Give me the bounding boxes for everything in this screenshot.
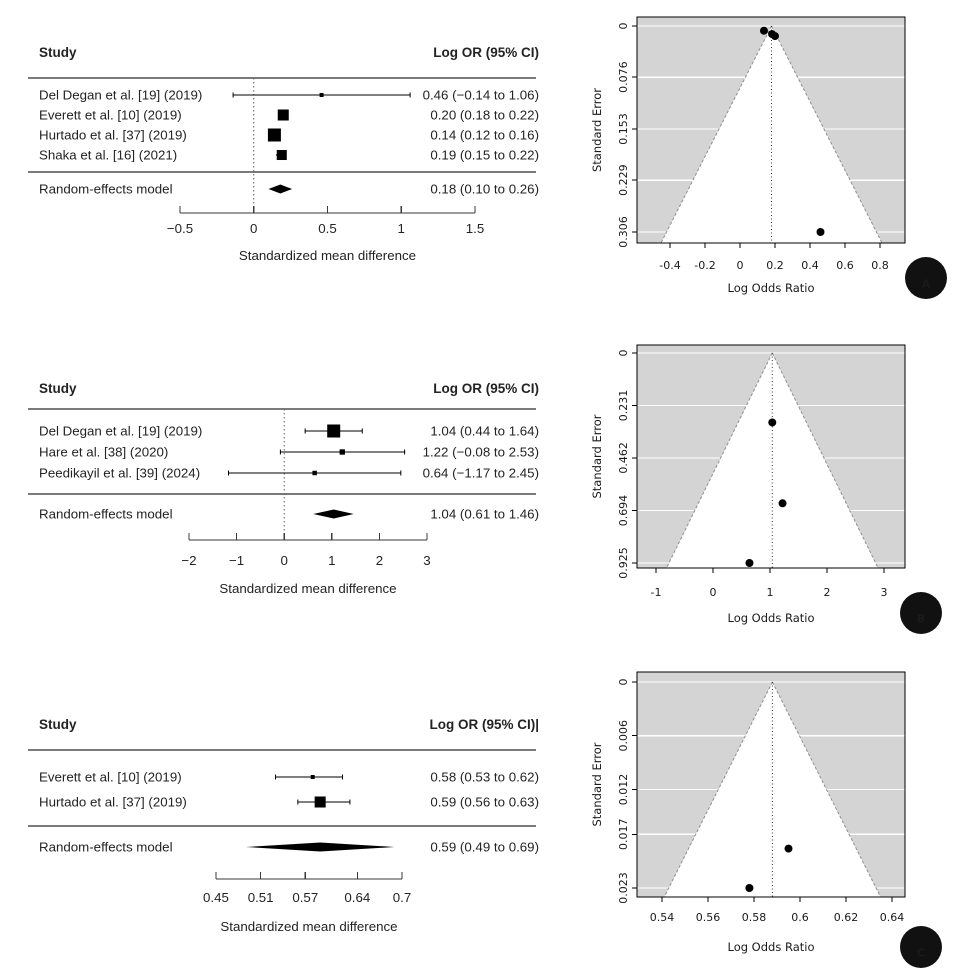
y-tick-label: 0.231 (617, 389, 630, 422)
funnel-plot-panel-a (580, 10, 957, 310)
y-tick-label: 0.229 (617, 164, 630, 196)
forest-plot-panel-b (15, 355, 555, 605)
effect-marker (315, 796, 326, 807)
effect-value: 1.04 (0.44 to 1.64) (430, 423, 539, 439)
y-tick-label: 0.306 (617, 216, 630, 248)
column-header-effect: Log OR (95% CI)| (429, 717, 539, 732)
x-tick-label: 0.6 (791, 911, 809, 924)
study-point (817, 228, 825, 236)
y-tick-label: 0 (617, 349, 630, 357)
effect-value: 0.64 (−1.17 to 2.45) (422, 465, 539, 481)
summary-label: Random-effects model (39, 181, 173, 197)
column-header-study: Study (39, 717, 77, 732)
column-header-effect: Log OR (95% CI) (433, 45, 539, 60)
summary-diamond (269, 185, 293, 194)
funnel-plot-panel-b (580, 335, 957, 637)
x-tick-label: 1 (328, 553, 336, 568)
x-tick-label: 0.8 (871, 259, 889, 272)
summary-effect-value: 1.04 (0.61 to 1.46) (430, 506, 539, 522)
panel-badge-letter: C (916, 946, 926, 960)
x-tick-label: -0.4 (659, 259, 681, 272)
study-label: Hurtado et al. [37] (2019) (39, 127, 187, 143)
x-tick-label: 0 (250, 221, 258, 236)
y-axis-title: Standard Error (590, 742, 604, 827)
forest-plot-panel-a (15, 25, 555, 280)
panel-badge-letter: B (916, 612, 926, 626)
effect-marker (268, 129, 281, 142)
effect-value: 0.19 (0.15 to 0.22) (430, 147, 539, 163)
effect-marker (320, 93, 324, 97)
study-label: Del Degan et al. [19] (2019) (39, 87, 203, 103)
effect-value: 0.46 (−0.14 to 1.06) (422, 87, 539, 103)
summary-diamond (313, 510, 353, 519)
x-tick-label: 0.51 (247, 890, 274, 905)
x-tick-label: 0.7 (392, 890, 412, 905)
x-tick-label: -0.2 (694, 259, 716, 272)
x-axis-title: Standardized mean difference (238, 248, 417, 263)
summary-effect-value: 0.59 (0.49 to 0.69) (430, 839, 539, 855)
y-tick-label: 0.694 (617, 494, 630, 527)
x-tick-label: 0.56 (695, 911, 721, 924)
x-tick-label: 1.5 (465, 221, 485, 236)
y-tick-label: 0 (617, 678, 630, 686)
study-point (785, 845, 793, 853)
effect-value: 0.59 (0.56 to 0.63) (430, 794, 539, 810)
x-axis-title: Log Odds Ratio (727, 611, 815, 625)
effect-value: 0.58 (0.53 to 0.62) (430, 769, 539, 785)
summary-diamond (246, 843, 395, 852)
x-tick-label: −1 (229, 553, 245, 568)
y-tick-label: 0.153 (617, 113, 630, 145)
x-tick-label: 0 (736, 259, 744, 272)
study-point (768, 418, 776, 426)
study-point (779, 499, 787, 507)
x-tick-label: 0.45 (203, 890, 229, 905)
y-tick-label: 0.462 (617, 442, 630, 474)
x-tick-label: 0.6 (836, 259, 854, 272)
x-tick-label: 0.62 (833, 911, 859, 924)
x-tick-label: 0.57 (292, 890, 319, 905)
x-tick-label: 0.64 (344, 890, 371, 905)
x-tick-label: -1 (650, 586, 662, 599)
column-header-study: Study (39, 45, 77, 60)
funnel-plot-panel-c (580, 660, 957, 970)
y-axis-title: Standard Error (590, 87, 604, 173)
y-tick-label: 0.006 (617, 719, 630, 752)
forest-plot-panel-c (15, 690, 555, 950)
study-point (745, 884, 753, 892)
summary-label: Random-effects model (39, 839, 173, 855)
effect-marker (311, 775, 315, 779)
y-tick-label: 0.023 (617, 872, 630, 904)
x-tick-label: 0.58 (741, 911, 767, 924)
x-tick-label: 1 (766, 586, 774, 599)
study-label: Del Degan et al. [19] (2019) (39, 423, 203, 439)
y-tick-label: 0.017 (617, 818, 630, 851)
x-tick-label: 2 (823, 586, 831, 599)
x-tick-label: 0.64 (879, 911, 905, 924)
column-header-effect: Log OR (95% CI) (433, 381, 539, 396)
effect-marker (327, 425, 340, 438)
x-axis-title: Log Odds Ratio (727, 940, 815, 954)
x-tick-label: 0.5 (318, 221, 337, 236)
y-tick-label: 0.925 (617, 547, 630, 579)
column-header-study: Study (39, 381, 77, 396)
x-axis-title: Standardized mean difference (219, 581, 397, 596)
x-tick-label: 1 (397, 221, 405, 236)
study-label: Everett et al. [10] (2019) (39, 107, 182, 123)
study-point (760, 27, 768, 35)
x-tick-label: 0 (709, 586, 717, 599)
panel-badge-letter: A (921, 277, 931, 291)
x-axis-title: Standardized mean difference (220, 919, 398, 934)
y-axis-title: Standard Error (590, 414, 604, 499)
y-tick-label: 0 (617, 22, 630, 30)
study-point (745, 559, 753, 567)
x-tick-label: 0 (280, 553, 288, 568)
x-tick-label: −2 (181, 553, 197, 568)
x-tick-label: 3 (880, 586, 888, 599)
x-tick-label: 0.54 (649, 911, 675, 924)
effect-marker (312, 471, 316, 475)
summary-label: Random-effects model (39, 506, 173, 522)
x-tick-label: 2 (375, 553, 384, 568)
effect-marker (277, 150, 287, 160)
study-point (771, 32, 779, 40)
x-tick-label: −0.5 (166, 221, 194, 236)
y-tick-label: 0.012 (617, 773, 630, 806)
study-label: Everett et al. [10] (2019) (39, 769, 182, 785)
effect-marker (278, 109, 289, 120)
x-axis-title: Log Odds Ratio (727, 281, 815, 295)
study-label: Peedikayil et al. [39] (2024) (39, 465, 201, 481)
study-label: Shaka et al. [16] (2021) (39, 147, 178, 163)
study-label: Hare et al. [38] (2020) (39, 444, 169, 460)
y-tick-label: 0.076 (617, 61, 630, 93)
effect-value: 0.14 (0.12 to 0.16) (430, 127, 539, 143)
summary-effect-value: 0.18 (0.10 to 0.26) (430, 181, 539, 197)
x-tick-label: 0.2 (766, 259, 784, 272)
x-tick-label: 3 (423, 553, 431, 568)
study-label: Hurtado et al. [37] (2019) (39, 794, 187, 810)
x-tick-label: 0.4 (801, 259, 819, 272)
effect-value: 1.22 (−0.08 to 2.53) (422, 444, 539, 460)
effect-marker (340, 449, 345, 454)
effect-value: 0.20 (0.18 to 0.22) (430, 107, 539, 123)
